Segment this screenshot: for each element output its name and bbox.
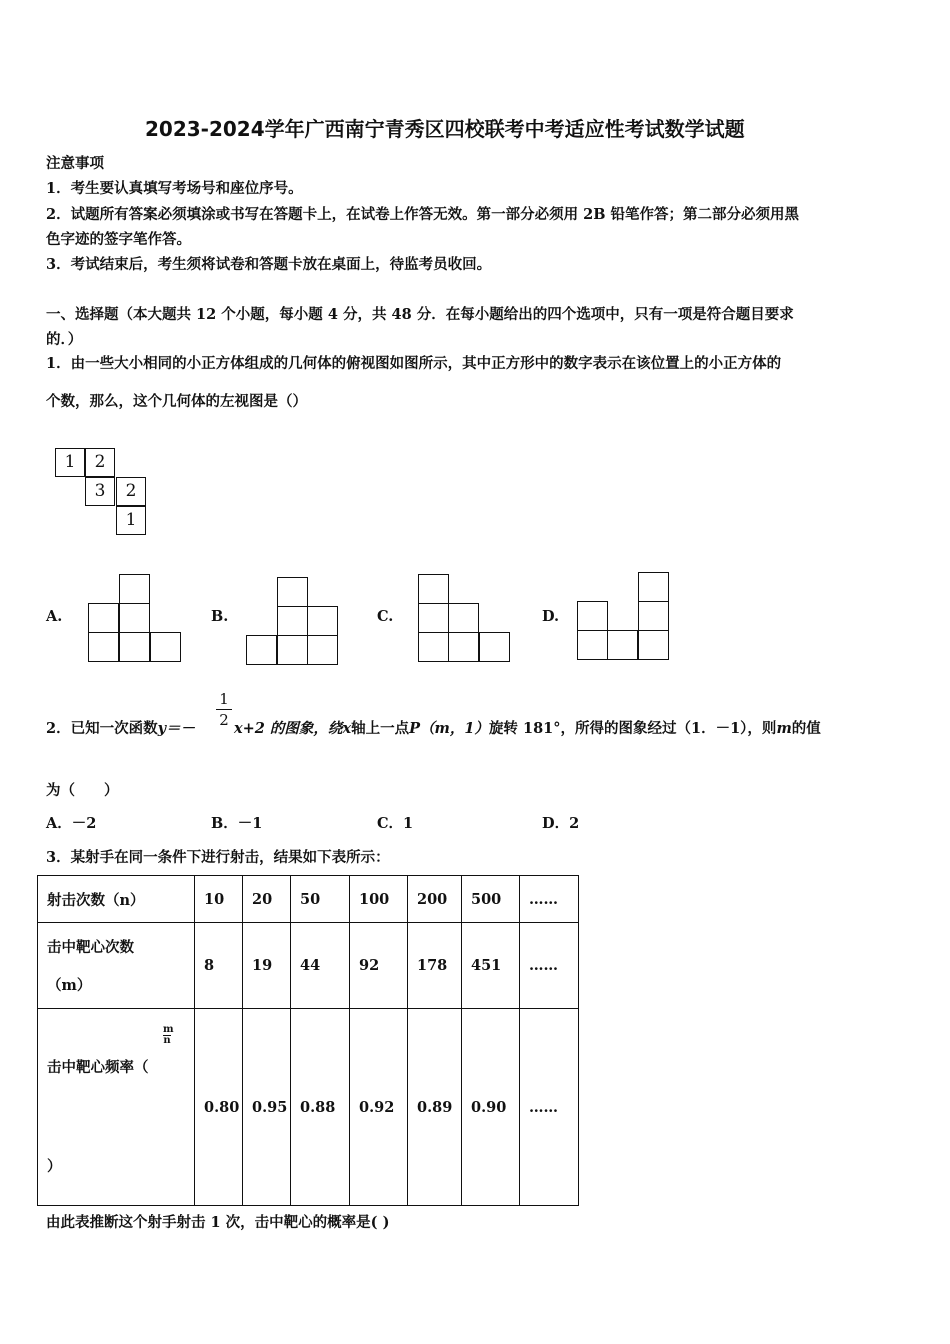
q3-intro: 3．某射手在同一条件下进行射击，结果如下表所示： [46, 849, 390, 866]
table-row [38, 1009, 579, 1206]
note-item: 色字迹的签字笔作答。 [46, 231, 191, 248]
table-cell: 20 [243, 876, 291, 923]
row-label: 击中靶心频率（ m n ） [38, 1009, 195, 1206]
table-cell: 50 [291, 876, 350, 923]
table-cell: 44 [291, 923, 350, 1009]
table-cell: 0.92 [350, 1009, 408, 1206]
grid-cell: 3 [85, 477, 115, 506]
table-cell: 178 [408, 923, 462, 1009]
table-row [38, 923, 579, 1009]
table-cell: 500 [462, 876, 520, 923]
table-cell: 10 [195, 876, 243, 923]
table-cell: 0.89 [408, 1009, 462, 1206]
section-heading: 一、选择题（本大题共 12 个小题，每小题 4 分，共 48 分．在每小题给出的四个选项中，只有一项是符合题目要求 [46, 306, 794, 323]
table-cell: 92 [350, 923, 408, 1009]
row-label: 击中靶心次数 （m） [38, 923, 195, 1009]
note-item: 2．试题所有答案必须填涂或书写在答题卡上，在试卷上作答无效。第一部分必须用 2B 铅笔作答；第二部分必须用黑 [46, 206, 800, 223]
table-row [38, 876, 579, 923]
table-cell: 0.95 [243, 1009, 291, 1206]
q2-option-b: B．－1 [211, 815, 263, 832]
q2-text-line2: 为（ ） [46, 782, 119, 799]
q2-option-d: D．2 [542, 815, 580, 832]
page-title: 2023-2024学年广西南宁青秀区四校联考中考适应性考试数学试题 [145, 117, 745, 141]
q2-option-a: A．－2 [46, 815, 97, 832]
table-cell: 8 [195, 923, 243, 1009]
note-item: 3．考试结束后，考生须将试卷和答题卡放在桌面上，待监考员收回。 [46, 256, 492, 273]
frequency-fraction: m n [163, 1024, 174, 1046]
table-cell: 19 [243, 923, 291, 1009]
grid-cell: 1 [55, 448, 85, 477]
grid-cell: 1 [116, 506, 146, 535]
note-item: 1．考生要认真填写考场号和座位序号。 [46, 180, 303, 197]
q2-fraction: 1 2 [216, 690, 232, 729]
table-cell: …… [520, 923, 579, 1009]
table-cell: 0.90 [462, 1009, 520, 1206]
table-cell: 0.80 [195, 1009, 243, 1206]
q1-text: 1．由一些大小相同的小正方体组成的几何体的俯视图如图所示，其中正方形中的数字表示在该位置上的小正方体的 [46, 355, 782, 372]
q2-text: 2．已知一次函数y＝－ [46, 720, 196, 737]
q1-option-d-label: D. [542, 608, 560, 625]
q1-option-b-label: B. [211, 608, 229, 625]
q2-text-cont: x+2 的图象，绕x轴上一点P（m，1）旋转 181°，所得的图象经过（1．－1），则m的值 [234, 720, 821, 737]
q3-table [37, 875, 579, 1206]
table-cell: …… [520, 876, 579, 923]
row-label: 射击次数（n） [38, 876, 195, 923]
table-cell: 451 [462, 923, 520, 1009]
table-cell: …… [520, 1009, 579, 1206]
table-cell: 0.88 [291, 1009, 350, 1206]
q2-option-c: C．1 [377, 815, 414, 832]
grid-cell: 2 [116, 477, 146, 506]
table-cell: 200 [408, 876, 462, 923]
table-cell: 100 [350, 876, 408, 923]
q1-option-c-label: C. [377, 608, 394, 625]
grid-cell: 2 [85, 448, 115, 477]
q3-outro: 由此表推断这个射手射击 1 次，击中靶心的概率是( ) [46, 1214, 390, 1231]
section-heading-cont: 的．） [46, 331, 83, 348]
q1-text-cont: 个数，那么，这个几何体的左视图是（） [46, 393, 307, 410]
notes-heading: 注意事项 [46, 155, 104, 172]
q1-option-a-label: A. [46, 608, 63, 625]
